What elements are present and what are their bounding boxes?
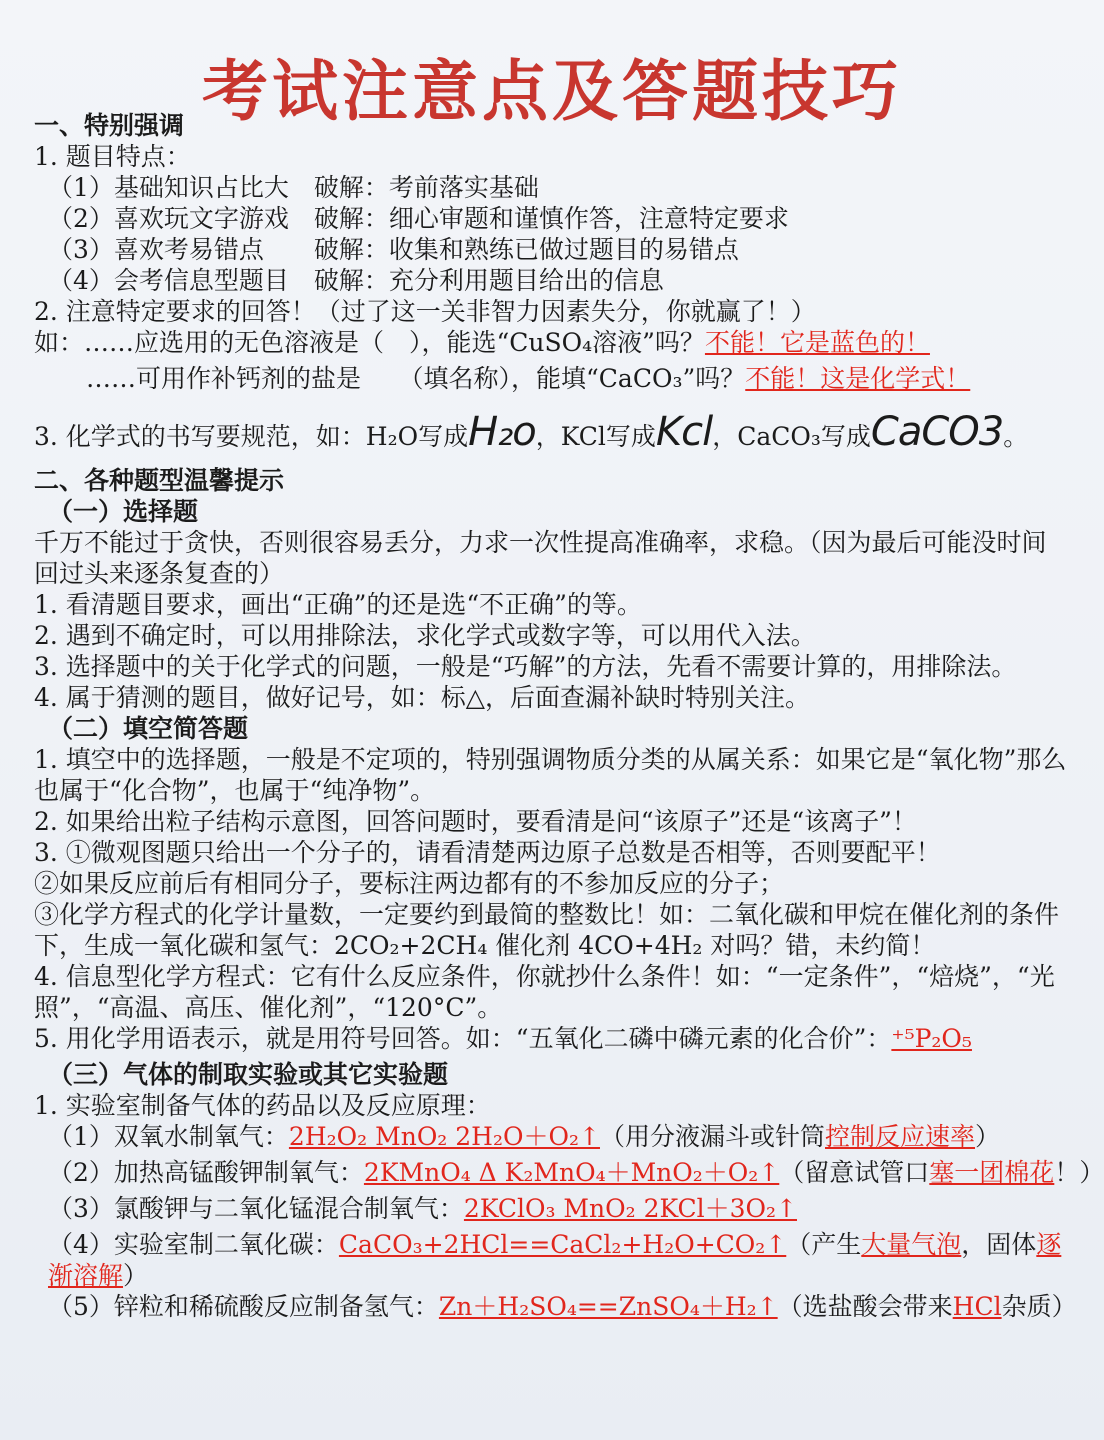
point-3-text-b: ，KCl写成 bbox=[535, 422, 656, 451]
feature-4: （4）会考信息型题目 破解：充分利用题目给出的信息 bbox=[48, 266, 664, 295]
point-3-text-a: 3. 化学式的书写要规范，如：H₂O写成 bbox=[34, 422, 469, 451]
reaction-4-note-2: ，固体 bbox=[961, 1230, 1037, 1259]
reaction-2-label: （2）加热高锰酸钾制氧气： bbox=[48, 1158, 364, 1187]
reaction-5-close: 杂质） bbox=[1001, 1292, 1077, 1321]
fill-item-3b: ②如果反应前后有相同分子，要标注两边都有的不参加反应的分子； bbox=[34, 869, 785, 898]
subsection-lab-heading: （三）气体的制取实验或其它实验题 bbox=[48, 1060, 449, 1089]
point-3-text-d: 。 bbox=[1003, 422, 1029, 451]
section-1-heading: 一、特别强调 bbox=[34, 111, 185, 140]
fill-item-3c: ③化学方程式的化学计量数，一定要约到最简的整数比！如：二氧化碳和甲烷在催化剂的条件下，生成一氧化碳和氢气：2CO₂+2CH₄ 催化剂 4CO+4H₂ 对吗？错，未约简！ bbox=[34, 900, 1060, 960]
point-2: 2. 注意特定要求的回答！（过了这一关非智力因素失分，你就赢了！） bbox=[34, 297, 816, 326]
reaction-4-close: ） bbox=[123, 1261, 149, 1290]
choice-item-3: 3. 选择题中的关于化学式的问题，一般是“巧解”的方法，先看不需要计算的，用排除法。 bbox=[34, 652, 1017, 681]
reaction-5-equation: Zn＋H₂SO₄==ZnSO₄＋H₂↑ bbox=[438, 1292, 778, 1321]
example-1-text: 如：……应选用的无色溶液是（ ），能选“CuSO₄溶液”吗？ bbox=[34, 328, 705, 357]
reaction-1-equation: 2H₂O₂ MnO₂ 2H₂O＋O₂↑ bbox=[288, 1122, 600, 1151]
handwritten-caco3: CaCO3 bbox=[870, 409, 1004, 455]
point-3-text-c: ，CaCO₃写成 bbox=[712, 422, 871, 451]
example-2 bbox=[34, 363, 1070, 399]
reaction-5-note: （选盐酸会带来 bbox=[777, 1292, 953, 1321]
reaction-4-label: （4）实验室制二氧化碳： bbox=[48, 1230, 339, 1259]
reaction-1-label: （1）双氧水制氧气： bbox=[48, 1122, 289, 1151]
subsection-choice-heading: （一）选择题 bbox=[48, 497, 199, 526]
choice-item-2: 2. 遇到不确定时，可以用排除法，求化学式或数字等，可以用代入法。 bbox=[34, 621, 816, 650]
example-1 bbox=[34, 327, 1070, 363]
reaction-2 bbox=[34, 1157, 1104, 1193]
section-2-heading: 二、各种题型温馨提示 bbox=[34, 466, 285, 495]
reaction-4-highlight-1: 大量气泡 bbox=[861, 1230, 962, 1259]
reaction-2-highlight: 塞一团棉花 bbox=[929, 1158, 1055, 1187]
reaction-1-note: （用分液漏斗或针筒 bbox=[599, 1122, 825, 1151]
reaction-1 bbox=[34, 1121, 1070, 1157]
handwritten-kcl: Kcl bbox=[655, 409, 713, 455]
choice-item-1: 1. 看清题目要求，画出“正确”的还是选“不正确”的等。 bbox=[34, 590, 642, 619]
feature-3: （3）喜欢考易错点 破解：收集和熟练已做过题目的易错点 bbox=[48, 235, 739, 264]
example-1-answer: 不能！它是蓝色的！ bbox=[704, 328, 930, 357]
reaction-4-note: （产生 bbox=[786, 1230, 862, 1259]
reaction-3-label: （3）氯酸钾与二氧化锰混合制氧气： bbox=[48, 1194, 464, 1223]
fill-item-5-answer: ⁺⁵P₂O₅ bbox=[891, 1024, 972, 1053]
example-2-answer: 不能！这是化学式！ bbox=[745, 364, 971, 393]
reaction-2-note: （留意试管口 bbox=[779, 1158, 930, 1187]
reaction-5 bbox=[34, 1291, 1077, 1327]
example-2-text: ……可用作补钙剂的盐是 （填名称），能填“CaCO₃”吗？ bbox=[86, 364, 746, 393]
fill-item-3a: 3. ①微观图题只给出一个分子的，请看清楚两边原子总数是否相等，否则要配平！ bbox=[34, 838, 941, 867]
reaction-5-label: （5）锌粒和稀硫酸反应制备氢气： bbox=[48, 1292, 439, 1321]
reaction-3 bbox=[34, 1193, 1070, 1229]
feature-1: （1）基础知识占比大 破解：考前落实基础 bbox=[48, 173, 539, 202]
fill-item-5-text: 5. 用化学用语表示，就是用符号回答。如：“五氧化二磷中磷元素的化合价”： bbox=[34, 1024, 892, 1053]
subsection-fill-heading: （二）填空简答题 bbox=[48, 714, 249, 743]
lab-item-1: 1. 实验室制备气体的药品以及反应原理： bbox=[34, 1091, 491, 1120]
reaction-2-equation: 2KMnO₄ Δ K₂MnO₄＋MnO₂＋O₂↑ bbox=[363, 1158, 780, 1187]
fill-item-4: 4. 信息型化学方程式：它有什么反应条件，你就抄什么条件！如：“一定条件”，“焙烧”，“光照”，“高温、高压、催化剂”，“120°C”。 bbox=[34, 962, 1055, 1022]
reaction-1-highlight: 控制反应速率 bbox=[825, 1122, 976, 1151]
reaction-4 bbox=[34, 1229, 1070, 1291]
fill-item-2: 2. 如果给出粒子结构示意图，回答问题时，要看清是问“该原子”还是“该离子”！ bbox=[34, 807, 917, 836]
reaction-4-equation: CaCO₃+2HCl==CaCl₂+H₂O+CO₂↑ bbox=[338, 1230, 787, 1259]
handwritten-h2o: H₂o bbox=[468, 409, 536, 455]
fill-item-5 bbox=[34, 1023, 1070, 1059]
point-1: 1. 题目特点： bbox=[34, 142, 191, 171]
reaction-4-highlight-2: 逐渐溶解 bbox=[48, 1230, 1062, 1290]
choice-intro: 千万不能过于贪快，否则很容易丢分，力求一次性提高准确率，求稳。（因为最后可能没时间回过头来逐条复查的） bbox=[34, 528, 1047, 588]
reaction-2-close: ！） bbox=[1054, 1158, 1104, 1187]
choice-item-4: 4. 属于猜测的题目，做好记号，如：标△，后面查漏补缺时特别关注。 bbox=[34, 683, 811, 712]
reaction-5-highlight: HCl bbox=[952, 1292, 1002, 1321]
document-body bbox=[34, 110, 1104, 1327]
fill-item-1: 1. 填空中的选择题，一般是不定项的，特别强调物质分类的从属关系：如果它是“氧化物”那么也属于“化合物”，也属于“纯净物”。 bbox=[34, 745, 1067, 805]
page-title: 考试注意点及答题技巧 bbox=[202, 53, 902, 130]
reaction-3-equation: 2KClO₃ MnO₂ 2KCl＋3O₂↑ bbox=[463, 1194, 797, 1223]
feature-2: （2）喜欢玩文字游戏 破解：细心审题和谨慎作答，注意特定要求 bbox=[48, 204, 789, 233]
reaction-1-close: ） bbox=[975, 1122, 1001, 1151]
point-3 bbox=[34, 399, 1070, 465]
